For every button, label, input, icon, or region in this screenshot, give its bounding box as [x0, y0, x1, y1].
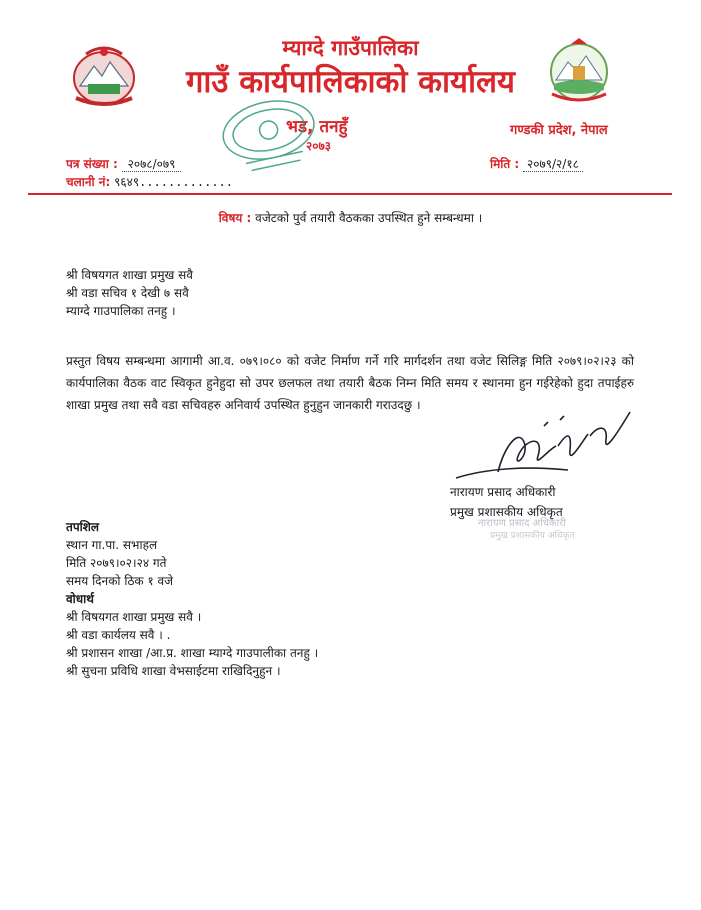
- letter-date-value: २०७९/२/१८: [523, 157, 583, 172]
- subject-label: विषय :: [218, 211, 252, 225]
- subject-line: [0, 209, 701, 226]
- dispatch-number-label: चलानी नं:: [66, 175, 111, 189]
- faint-name-stamp: नारायण प्रसाद अधिकारी: [478, 518, 566, 529]
- letter-body: प्रस्तुत विषय सम्बन्धमा आगामी आ.व. ०७९।०८० को वजेट निर्माण गर्ने गरि मार्गदर्शन तथा वजेट सिलिङ्ग मिति २०७९।०२।२३ को कार्यपालिका वैठक वाट स्विकृत हुनेहुदा सो उपर छलफल तथा तयारी बैठक निम्न मिति समय र स्थानमा हुन गईरेहेको हुदा तपाईहरु शाखा प्रमुख तथा सवै वडा सचिवहरु अनिवार्य उपस्थित हुनुहुन जानकारी गराउदछु ।: [66, 354, 634, 412]
- details-line: समय दिनको ठिक १ वजे: [66, 574, 174, 588]
- letter-date: [490, 155, 583, 172]
- municipality-name: म्याग्दे गाउँपालिका: [282, 36, 419, 60]
- details-heading: तपशिल: [66, 520, 100, 534]
- subject-text: वजेटको पुर्व तयारी वैठकका उपस्थित हुने सम्बन्धमा ।: [255, 211, 483, 225]
- details-line: स्थान गा.पा. सभाहल: [66, 538, 158, 552]
- recipient-line: श्री विषयगत शाखा प्रमुख सवै: [66, 268, 193, 282]
- recipient-line: म्याग्दे गाउपालिका तनहु ।: [66, 304, 176, 318]
- cc-line: श्री प्रशासन शाखा /आ.प्र. शाखा म्याग्दे गाउपालीका तनहु ।: [66, 646, 319, 660]
- cc-line: श्री सुचना प्रविधि शाखा वेभसाईटमा राखिदिनुहुन ।: [66, 664, 281, 678]
- cc-line: श्री विषयगत शाखा प्रमुख सवै ।: [66, 610, 202, 624]
- details-line: मिति २०७९।०२।२४ गते: [66, 556, 167, 570]
- signatory-name: नारायण प्रसाद अधिकारी: [450, 485, 556, 499]
- letter-date-label: मिति :: [490, 157, 520, 171]
- office-title: गाउँ कार्यपालिकाको कार्यालय: [185, 64, 516, 100]
- dispatch-number-value: ९६४९.............: [114, 175, 233, 189]
- faint-title-stamp: प्रमुख प्रशासकीय अधिकृत: [490, 531, 575, 541]
- province-label: गण्डकी प्रदेश, नेपाल: [510, 123, 608, 138]
- signature-mark: [448, 406, 638, 492]
- signatory-title: प्रमुख प्रशासकीय अधिकृत: [450, 505, 563, 519]
- letter-number: [66, 155, 181, 172]
- cc-heading: वोधार्थ: [66, 592, 94, 606]
- established-year: २०७३: [306, 139, 331, 153]
- office-location: भड, तनहुँ: [286, 117, 348, 137]
- recipient-line: श्री वडा सचिव १ देखी ७ सवै: [66, 286, 189, 300]
- cc-line: श्री वडा कार्यलय सवै । .: [66, 628, 171, 642]
- office-seal-stamp: [210, 86, 328, 178]
- header-divider: [28, 193, 672, 195]
- letter-number-value: २०७८/०७९: [122, 157, 182, 172]
- dispatch-number: [66, 173, 233, 190]
- letter-number-label: पत्र संख्या :: [66, 157, 118, 171]
